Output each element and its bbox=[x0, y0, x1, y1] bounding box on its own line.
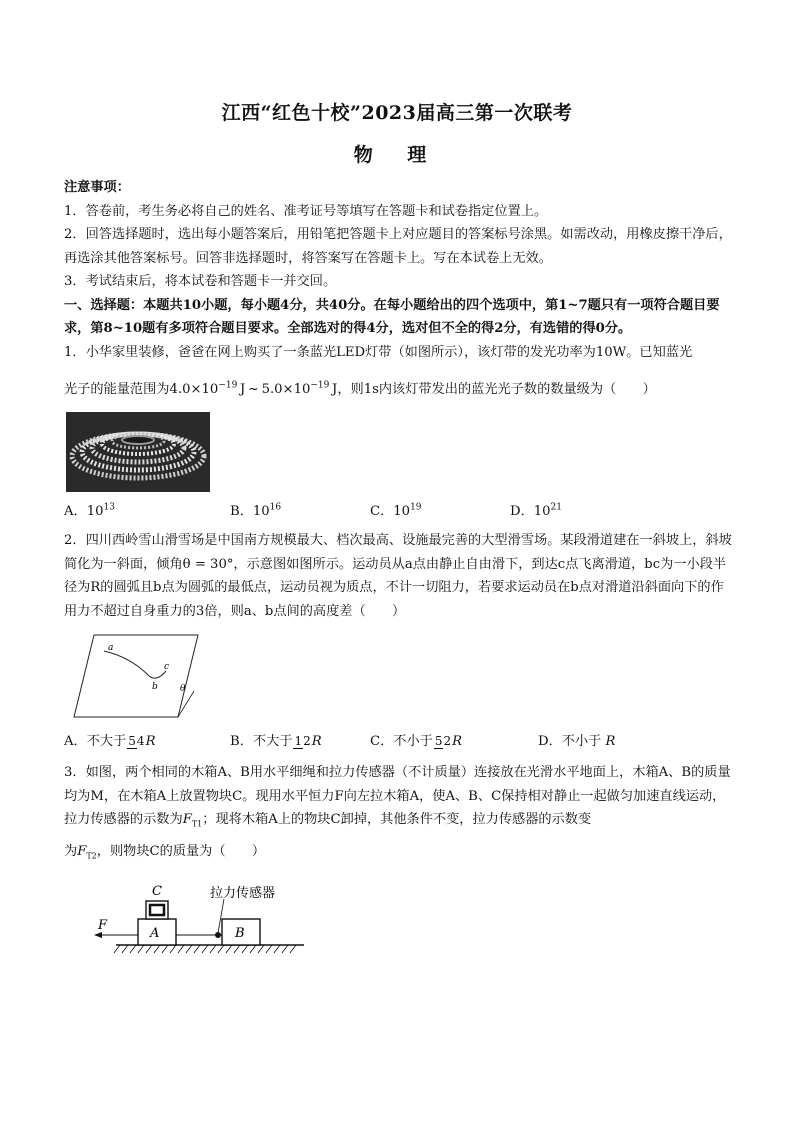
q1-unit-1: J bbox=[239, 382, 246, 397]
q2-option-b-den: 2 bbox=[303, 733, 311, 748]
q1-energy-low: 4.0×10 bbox=[169, 382, 219, 397]
q1-option-d-exp: 21 bbox=[550, 502, 562, 513]
q3-text-part-1: 3．如图，两个相同的木箱A、B用水平细绳和拉力传感器（不计质量）连接放在光滑水平地面上，木箱A、B的质量均为M，在木箱A上放置物块C。现用水平恒力F向左拉木箱A，使A、B、C保持相对静止一起做匀加速直线运动，拉力传感器的示数为 bbox=[64, 765, 731, 827]
diagram-label-c: c bbox=[164, 662, 170, 672]
subject-title: 物 理 bbox=[353, 144, 441, 166]
diagram-label-a: a bbox=[108, 643, 114, 653]
q2-option-a[interactable] bbox=[64, 730, 230, 754]
q2-option-d-var: R bbox=[605, 734, 616, 750]
led-strip-drawing bbox=[66, 412, 210, 492]
box-b-label: B bbox=[235, 926, 245, 941]
q1-option-c-label: C．10 bbox=[370, 503, 411, 519]
q1-line-1: 1．小华家里装修，爸爸在网上购买了一条蓝光LED灯带（如图所示），该灯带的发光功率为10W。已知蓝光 bbox=[64, 344, 693, 360]
q2-option-a-prefix: A．不大于 bbox=[64, 734, 127, 750]
q1-energy-low-exp: −19 bbox=[218, 380, 238, 391]
q3-text-end bbox=[64, 840, 732, 864]
box-a-label: A bbox=[150, 926, 160, 941]
q2-option-c[interactable] bbox=[370, 730, 538, 754]
exam-body bbox=[64, 176, 732, 963]
force-f-label: F bbox=[98, 918, 108, 933]
slope-diagram bbox=[70, 631, 200, 721]
q2-option-b-var: R bbox=[311, 734, 322, 750]
diagram-label-b: b bbox=[152, 682, 158, 692]
q3-force-2-sub: T2 bbox=[86, 851, 97, 861]
q1-option-a-exp: 13 bbox=[103, 502, 115, 513]
q3-force-1-sub: T1 bbox=[191, 819, 203, 829]
q1-energy-high: 5.0×10 bbox=[261, 382, 311, 397]
q2-option-c-prefix: C．不小于 bbox=[370, 734, 433, 750]
q2-option-c-fraction bbox=[434, 735, 451, 749]
q3-text bbox=[64, 761, 732, 832]
q1-energy-high-exp: −19 bbox=[310, 380, 330, 391]
q1-option-a[interactable] bbox=[64, 500, 230, 524]
q3-text-part-2: ；现将木箱A上的物块C卸掉，其他条件不变，拉力传感器的示数变 bbox=[202, 812, 592, 827]
slope-drawing bbox=[70, 631, 200, 721]
q1-option-d[interactable] bbox=[510, 500, 562, 524]
q1-option-b[interactable] bbox=[230, 500, 370, 524]
q2-option-a-den: 4 bbox=[136, 733, 145, 748]
exam-title: 江西“红色十校”2023届高三第一次联考 bbox=[221, 102, 573, 124]
notice-item-1: 1．答卷前，考生务必将自己的姓名、准考证号等填写在答题卡和试卷指定位置上。 bbox=[64, 203, 548, 219]
q1-line2-suffix: ，则1s内该灯带发出的蓝光光子数的数量级为（ ） bbox=[337, 382, 656, 397]
q3-text-part-4: ，则物块C的质量为（ ） bbox=[96, 843, 266, 859]
led-strip-photo bbox=[66, 412, 210, 492]
q1-line-2: 光子的能量范围为$4.0\times 10^{-19}$ J ~ $5.0\times 10^{-19}$ J，则1s内该灯带发出的蓝光光子数的数量级为（ ） bbox=[64, 380, 656, 397]
q2-option-d-prefix: D．不小于 bbox=[538, 734, 602, 750]
q2-option-a-num: 5 bbox=[128, 733, 136, 748]
q2-option-b-num: 1 bbox=[294, 733, 303, 748]
q2-option-c-var: R bbox=[452, 734, 463, 750]
q1-options bbox=[64, 500, 732, 524]
boxes-diagram bbox=[84, 873, 324, 963]
q2-option-b-fraction bbox=[293, 735, 310, 749]
q3-force-1: F bbox=[182, 812, 192, 827]
block-c-label: C bbox=[152, 884, 162, 899]
q1-option-a-label: A．10 bbox=[64, 503, 104, 519]
q2-option-c-num: 5 bbox=[434, 733, 443, 748]
q2-option-a-var: R bbox=[145, 734, 156, 750]
q2-option-c-den: 2 bbox=[443, 733, 452, 748]
notice-item-3: 3．考试结束后，将本试卷和答题卡一并交回。 bbox=[64, 274, 337, 289]
q1-option-d-label: D．10 bbox=[510, 503, 551, 519]
q2-option-b-prefix: B．不大于 bbox=[230, 734, 293, 750]
q3-text-part-3: 为 bbox=[64, 843, 78, 859]
q2-option-d[interactable] bbox=[538, 730, 615, 754]
q1-unit-2: J bbox=[332, 382, 338, 397]
q2-options bbox=[64, 725, 732, 759]
q1-option-c-exp: 19 bbox=[410, 502, 422, 513]
q1-line2-prefix: 光子的能量范围为 bbox=[64, 382, 170, 397]
diagram-label-theta: θ bbox=[180, 684, 186, 694]
q2-option-a-fraction bbox=[127, 735, 144, 749]
q2-text: 2．四川西岭雪山滑雪场是中国南方规模最大、档次最高、设施最完善的大型滑雪场。某段滑道建在一斜坡上，斜坡简化为一斜面，倾角θ = 30°，示意图如图所示。运动员从a点由静止自由滑下，到达c点飞离滑道，bc为一小段半径为R的圆弧且b点为圆弧的最低点，运动员视为质点，不计一切阻力，若要求运动员在b点对滑道沿斜面向下的作用力不超过自身重力的3倍，则a、b点间的高度差（ ） bbox=[64, 533, 732, 619]
q1-option-b-label: B．10 bbox=[230, 503, 270, 519]
notice-item-2: 2．回答选择题时，选出每小题答案后，用铅笔把答题卡上对应题目的答案标号涂黑。如需改动，用橡皮擦干净后，再选涂其他答案标号。回答非选择题时，将答案写在答题卡上。写在本试卷上无效。 bbox=[64, 227, 732, 266]
section-heading: 一、选择题：本题共10小题，每小题4分，共40分。在每小题给出的四个选项中，第1~7题只有一项符合题目要求，第8~10题有多项符合题目要求。全部选对的得4分，选对但不全的得2分，有选错的得0分。 bbox=[64, 297, 720, 336]
notice-heading: 注意事项： bbox=[64, 180, 130, 195]
q2-option-b[interactable] bbox=[230, 730, 370, 754]
boxes-drawing bbox=[84, 873, 324, 963]
q1-option-b-exp: 16 bbox=[269, 502, 282, 513]
q3-force-2: F bbox=[77, 843, 87, 859]
sensor-label: 拉力传感器 bbox=[210, 886, 276, 901]
q1-option-c[interactable] bbox=[370, 500, 510, 524]
